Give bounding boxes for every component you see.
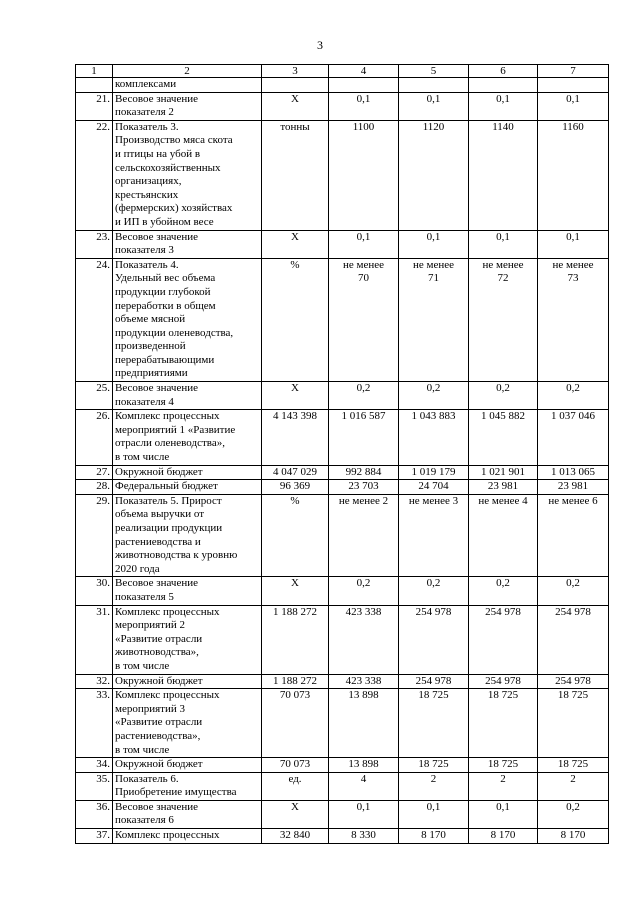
cell-text: Х xyxy=(291,800,299,813)
row-number-cell xyxy=(76,800,113,828)
cell-text: Показатель 6. Приобретение имущества xyxy=(115,772,237,799)
table-row xyxy=(76,674,609,689)
cell-text: 22. xyxy=(96,120,110,133)
cell-text: не менее 2 xyxy=(338,494,389,507)
row-col4-cell xyxy=(329,605,399,674)
cell-text: 0,1 xyxy=(566,92,580,105)
cell-text: 0,1 xyxy=(496,800,510,813)
row-col5-cell xyxy=(399,480,469,495)
row-col3-cell xyxy=(262,674,329,689)
row-number-cell xyxy=(76,689,113,758)
cell-text: не менее 71 xyxy=(412,258,454,285)
cell-text: 254 978 xyxy=(485,674,521,687)
cell-text: Окружной бюджет xyxy=(115,758,203,771)
cell-text: Весовое значение показателя 4 xyxy=(115,382,199,408)
row-col5-cell xyxy=(399,800,469,828)
row-col6-cell xyxy=(469,382,538,410)
table-row xyxy=(76,480,609,495)
cell-text: 33. xyxy=(96,689,110,702)
header-cell: 6 xyxy=(469,65,538,78)
cell-text: Показатель 4. Удельный вес объема продукции глубокой переработки в общем объеме мясной продукции оленеводства, произведенной перерабатывающими предприятиями xyxy=(115,258,234,380)
row-col4-cell xyxy=(329,758,399,773)
row-col7-cell xyxy=(538,230,609,258)
row-col4-cell xyxy=(329,410,399,465)
row-col4-cell xyxy=(329,829,399,844)
row-col7-cell xyxy=(538,382,609,410)
row-col6-cell xyxy=(469,465,538,480)
cell-text: 4 047 029 xyxy=(273,465,317,478)
row-name-cell xyxy=(113,494,262,577)
cell-text: 4 xyxy=(360,772,367,785)
row-col4-cell xyxy=(329,674,399,689)
table-row xyxy=(76,120,609,230)
row-col6-cell xyxy=(469,605,538,674)
row-col7-cell xyxy=(538,480,609,495)
row-col5-cell xyxy=(399,577,469,605)
row-col7-cell xyxy=(538,92,609,120)
cell-text: не менее 6 xyxy=(548,494,598,507)
cell-text: 0,1 xyxy=(496,92,510,105)
row-col3-cell xyxy=(262,120,329,230)
cell-text: 21. xyxy=(96,92,110,105)
cell-text: 8 330 xyxy=(351,829,376,842)
row-col4-cell xyxy=(329,800,399,828)
cell-text: 13 898 xyxy=(348,689,379,702)
row-name-cell xyxy=(113,410,262,465)
row-col6-cell xyxy=(469,674,538,689)
cell-text: 1 188 272 xyxy=(273,674,317,687)
row-name-cell xyxy=(113,674,262,689)
cell-text: 1 188 272 xyxy=(273,605,317,618)
row-col3-cell xyxy=(262,410,329,465)
cell-text: 28. xyxy=(96,480,110,493)
row-col4-cell xyxy=(329,258,399,381)
row-col7-cell xyxy=(538,758,609,773)
cell-text: 0,2 xyxy=(566,577,580,590)
row-col4-cell xyxy=(329,494,399,577)
row-col7-cell xyxy=(538,465,609,480)
table-body xyxy=(76,65,609,844)
cell-text: 1 045 882 xyxy=(481,410,525,423)
cell-text: Весовое значение показателя 3 xyxy=(115,230,199,257)
row-col5-cell xyxy=(399,758,469,773)
row-name-cell xyxy=(113,120,262,230)
table-row xyxy=(76,494,609,577)
table-row xyxy=(76,92,609,120)
cell-text: 13 898 xyxy=(348,758,379,771)
row-col6-cell xyxy=(469,772,538,800)
cell-text: 0,1 xyxy=(566,230,580,243)
cell-text: 0,1 xyxy=(356,92,371,105)
cell-text: 26. xyxy=(96,410,110,423)
row-col5-cell xyxy=(399,465,469,480)
cell-text: 1 043 883 xyxy=(411,410,456,423)
row-col6-cell xyxy=(469,78,538,93)
cell-text: 0,1 xyxy=(426,800,441,813)
row-col5-cell xyxy=(399,689,469,758)
table-row xyxy=(76,230,609,258)
cell-text: 30. xyxy=(96,577,110,590)
row-col7-cell xyxy=(538,829,609,844)
cell-text: 423 338 xyxy=(345,674,382,687)
row-col6-cell xyxy=(469,480,538,495)
table-row xyxy=(76,758,609,773)
row-col7-cell xyxy=(538,689,609,758)
row-col6-cell xyxy=(469,800,538,828)
cell-text: 24. xyxy=(96,258,110,271)
row-col4-cell xyxy=(329,382,399,410)
cell-text: 4 143 398 xyxy=(273,410,317,423)
row-col5-cell xyxy=(399,382,469,410)
cell-text: 0,2 xyxy=(566,382,580,395)
cell-text: 25. xyxy=(96,382,110,395)
cell-text: 0,2 xyxy=(356,577,371,590)
cell-text: не менее 70 xyxy=(342,258,384,285)
cell-text: 0,2 xyxy=(426,382,441,395)
row-name-cell xyxy=(113,258,262,381)
row-col4-cell xyxy=(329,772,399,800)
table-row xyxy=(76,382,609,410)
row-number-cell xyxy=(76,410,113,465)
row-col6-cell xyxy=(469,258,538,381)
row-col3-cell xyxy=(262,577,329,605)
table-header-row xyxy=(76,65,609,78)
cell-text: 1 019 179 xyxy=(411,465,456,478)
cell-text: 96 369 xyxy=(279,480,311,493)
cell-text: 0,1 xyxy=(496,230,510,243)
row-col6-cell xyxy=(469,120,538,230)
row-name-cell xyxy=(113,689,262,758)
table-row xyxy=(76,78,609,93)
cell-text: 24 704 xyxy=(418,480,449,493)
row-col6-cell xyxy=(469,230,538,258)
row-number-cell xyxy=(76,382,113,410)
row-col5-cell xyxy=(399,120,469,230)
cell-text: 0,1 xyxy=(426,230,441,243)
cell-text: 29. xyxy=(96,494,110,507)
cell-text: Весовое значение показателя 2 xyxy=(115,92,199,119)
cell-text: 2 xyxy=(500,772,506,785)
row-col5-cell xyxy=(399,258,469,381)
row-col4-cell xyxy=(329,689,399,758)
row-col3-cell xyxy=(262,758,329,773)
row-col7-cell xyxy=(538,258,609,381)
cell-text: 23 703 xyxy=(348,480,379,493)
cell-text: 1 013 065 xyxy=(551,465,595,478)
row-number-cell xyxy=(76,829,113,844)
cell-text: 0,1 xyxy=(356,800,371,813)
cell-text: 8 170 xyxy=(421,829,446,842)
row-col6-cell xyxy=(469,494,538,577)
cell-text: 36. xyxy=(96,800,110,813)
row-col5-cell xyxy=(399,674,469,689)
row-number-cell xyxy=(76,120,113,230)
cell-text: 18 725 xyxy=(418,758,449,771)
row-name-cell xyxy=(113,772,262,800)
header-cell: 3 xyxy=(262,65,329,78)
cell-text: 34. xyxy=(96,758,110,771)
row-col5-cell xyxy=(399,772,469,800)
cell-text: не менее 3 xyxy=(408,494,459,507)
row-name-cell xyxy=(113,92,262,120)
cell-text: 8 170 xyxy=(490,829,516,842)
row-col5-cell xyxy=(399,605,469,674)
row-name-cell xyxy=(113,800,262,828)
cell-text: комплексами xyxy=(115,78,177,90)
cell-text: Х xyxy=(291,92,299,105)
row-col7-cell xyxy=(538,674,609,689)
cell-text: 18 725 xyxy=(487,689,519,702)
cell-text: 32. xyxy=(96,674,110,687)
cell-text: 70 073 xyxy=(279,758,311,771)
cell-text: 8 170 xyxy=(560,829,586,842)
row-col3-cell xyxy=(262,258,329,381)
row-col5-cell xyxy=(399,494,469,577)
cell-text: 0,2 xyxy=(496,382,510,395)
row-col7-cell xyxy=(538,605,609,674)
table-row xyxy=(76,410,609,465)
row-col7-cell xyxy=(538,577,609,605)
header-cell: 7 xyxy=(538,65,609,78)
cell-text: 0,2 xyxy=(356,382,371,395)
cell-text: Комплекс процессных мероприятий 2 «Развитие отрасли животноводства», в том числе xyxy=(115,605,220,672)
page-number: 3 xyxy=(317,38,323,52)
row-col6-cell xyxy=(469,829,538,844)
row-name-cell xyxy=(113,758,262,773)
row-col3-cell xyxy=(262,689,329,758)
cell-text: Х xyxy=(291,230,299,243)
cell-text: 0,1 xyxy=(356,230,371,243)
row-col4-cell xyxy=(329,230,399,258)
row-col5-cell xyxy=(399,829,469,844)
row-col7-cell xyxy=(538,120,609,230)
row-col7-cell xyxy=(538,800,609,828)
cell-text: 1140 xyxy=(492,120,514,133)
cell-text: 2 xyxy=(570,772,576,785)
cell-text: Весовое значение показателя 5 xyxy=(115,577,199,603)
cell-text: 37. xyxy=(96,829,110,842)
table-row xyxy=(76,577,609,605)
table-row xyxy=(76,829,609,844)
cell-text: 23. xyxy=(96,230,110,243)
cell-text: 254 978 xyxy=(555,605,591,618)
cell-text: 70 073 xyxy=(279,689,311,702)
cell-text: Окружной бюджет xyxy=(115,465,203,478)
row-number-cell xyxy=(76,772,113,800)
indicators-table xyxy=(75,64,609,844)
cell-text: % xyxy=(290,258,300,271)
cell-text: 18 725 xyxy=(487,758,519,771)
cell-text: 1 021 901 xyxy=(481,465,525,478)
cell-text: 23 981 xyxy=(487,480,519,493)
row-number-cell xyxy=(76,480,113,495)
header-cell: 5 xyxy=(399,65,469,78)
row-name-cell xyxy=(113,577,262,605)
row-col7-cell xyxy=(538,494,609,577)
cell-text: ед. xyxy=(288,772,302,785)
cell-text: 992 884 xyxy=(345,465,382,478)
row-col4-cell xyxy=(329,120,399,230)
cell-text: 0,2 xyxy=(426,577,441,590)
cell-text: Показатель 3. Производство мяса скота и птицы на убой в сельскохозяйственных организациях, крестьянских (фермерских) хозяйствах и ИП в убойном весе xyxy=(115,120,233,228)
cell-text: 18 725 xyxy=(557,758,589,771)
table-row xyxy=(76,465,609,480)
row-col3-cell xyxy=(262,78,329,93)
cell-text: 27. xyxy=(96,465,110,478)
row-col6-cell xyxy=(469,758,538,773)
row-number-cell xyxy=(76,494,113,577)
cell-text: Комплекс процессных мероприятий 3 «Развитие отрасли растениеводства», в том числе xyxy=(115,689,220,756)
row-col5-cell xyxy=(399,230,469,258)
cell-text: Весовое значение показателя 6 xyxy=(115,800,199,827)
cell-text: % xyxy=(290,494,300,507)
row-col3-cell xyxy=(262,494,329,577)
cell-text: 23 981 xyxy=(557,480,589,493)
row-number-cell xyxy=(76,258,113,381)
row-col3-cell xyxy=(262,465,329,480)
cell-text: 1 037 046 xyxy=(551,410,595,423)
row-number-cell xyxy=(76,577,113,605)
row-col3-cell xyxy=(262,605,329,674)
table-row xyxy=(76,605,609,674)
cell-text: Федеральный бюджет xyxy=(115,480,218,493)
header-cell: 1 xyxy=(76,65,113,78)
cell-text: 1160 xyxy=(562,120,584,133)
cell-text: 18 725 xyxy=(418,689,449,702)
row-name-cell xyxy=(113,465,262,480)
row-name-cell xyxy=(113,480,262,495)
table-row xyxy=(76,772,609,800)
row-number-cell xyxy=(76,758,113,773)
table-row xyxy=(76,800,609,828)
row-name-cell xyxy=(113,829,262,844)
row-col4-cell xyxy=(329,577,399,605)
row-col7-cell xyxy=(538,772,609,800)
row-col4-cell xyxy=(329,78,399,93)
header-cell: 4 xyxy=(329,65,399,78)
table-row xyxy=(76,258,609,381)
row-number-cell xyxy=(76,465,113,480)
cell-text: Х xyxy=(291,577,299,590)
row-col3-cell xyxy=(262,829,329,844)
cell-text: 254 978 xyxy=(415,674,452,687)
cell-text: Окружной бюджет xyxy=(115,674,203,687)
cell-text: 31. xyxy=(96,605,110,618)
cell-text: 32 840 xyxy=(279,829,311,842)
row-col3-cell xyxy=(262,230,329,258)
row-col4-cell xyxy=(329,92,399,120)
cell-text: 423 338 xyxy=(345,605,382,618)
row-col7-cell xyxy=(538,78,609,93)
cell-text: 254 978 xyxy=(485,605,521,618)
row-col5-cell xyxy=(399,92,469,120)
cell-text: Х xyxy=(291,382,299,395)
row-col3-cell xyxy=(262,800,329,828)
cell-text: Комплекс процессных мероприятий 1 «Развитие отрасли оленеводства», в том числе xyxy=(115,410,236,464)
cell-text: 0,1 xyxy=(426,92,441,105)
table-row xyxy=(76,689,609,758)
row-name-cell xyxy=(113,382,262,410)
cell-text: 254 978 xyxy=(555,674,591,687)
row-name-cell xyxy=(113,230,262,258)
header-cell: 2 xyxy=(113,65,262,78)
cell-text: тонны xyxy=(280,120,310,133)
row-col4-cell xyxy=(329,465,399,480)
row-col4-cell xyxy=(329,480,399,495)
cell-text: 1100 xyxy=(352,120,375,133)
cell-text: 1 016 587 xyxy=(341,410,386,423)
row-number-cell xyxy=(76,605,113,674)
cell-text: 0,2 xyxy=(566,800,580,813)
row-name-cell xyxy=(113,605,262,674)
row-col6-cell xyxy=(469,92,538,120)
row-col5-cell xyxy=(399,410,469,465)
cell-text: 254 978 xyxy=(415,605,452,618)
row-number-cell xyxy=(76,230,113,258)
row-number-cell xyxy=(76,78,113,93)
row-col3-cell xyxy=(262,92,329,120)
row-col7-cell xyxy=(538,410,609,465)
cell-text: 18 725 xyxy=(557,689,589,702)
cell-text: 35. xyxy=(96,772,110,785)
row-number-cell xyxy=(76,674,113,689)
cell-text: 1120 xyxy=(422,120,445,133)
cell-text: 0,2 xyxy=(496,577,510,590)
cell-text: Комплекс процессных xyxy=(115,829,220,842)
cell-text: не менее 4 xyxy=(478,494,528,507)
row-number-cell xyxy=(76,92,113,120)
row-col3-cell xyxy=(262,382,329,410)
row-col5-cell xyxy=(399,78,469,93)
row-col6-cell xyxy=(469,689,538,758)
cell-text: Показатель 5. Прирост объема выручки от реализации продукции растениеводства и животноводства к уровню 2020 года xyxy=(115,494,238,575)
cell-text: не менее 72 xyxy=(482,258,524,285)
row-col3-cell xyxy=(262,772,329,800)
cell-text: 2 xyxy=(430,772,437,785)
row-col6-cell xyxy=(469,577,538,605)
cell-text: не менее 73 xyxy=(552,258,594,285)
row-name-cell xyxy=(113,78,262,93)
row-col6-cell xyxy=(469,410,538,465)
row-col3-cell xyxy=(262,480,329,495)
